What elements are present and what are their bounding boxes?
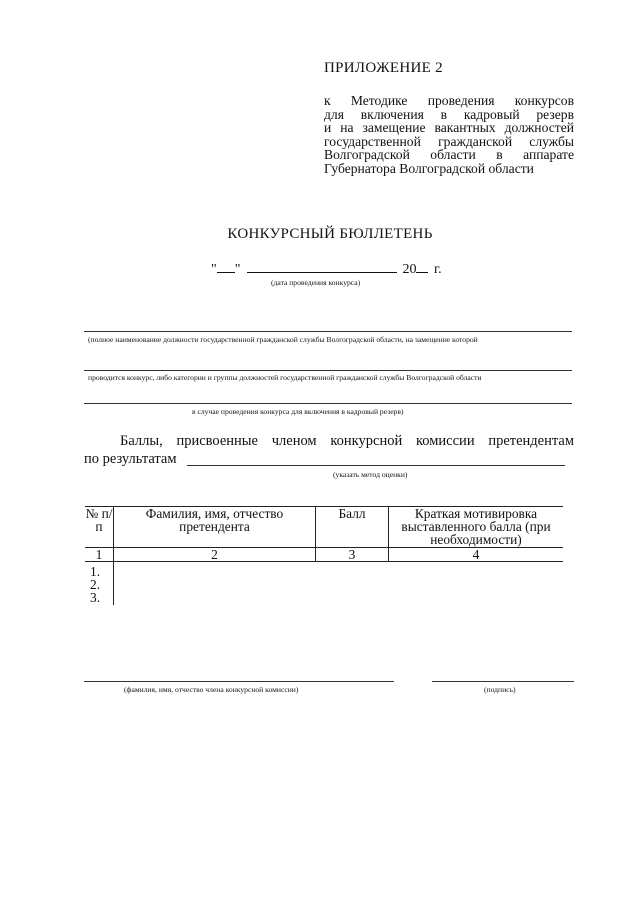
column-number: 1	[85, 548, 114, 562]
year-blank	[416, 261, 428, 273]
column-number: 2	[114, 548, 316, 562]
position-line-2	[84, 370, 572, 371]
appendix-line: к Методике проведения конкурсов	[324, 93, 574, 108]
document-title: КОНКУРСНЫЙ БЮЛЛЕТЕНЬ	[227, 226, 433, 242]
year-prefix: 20	[402, 262, 417, 277]
appendix-title: ПРИЛОЖЕНИЕ 2	[324, 60, 443, 76]
scores-paragraph: Баллы, присвоенные членом конкурсной комиссии претендентам	[120, 433, 574, 449]
position-caption-1: (полное наименование должности государственной гражданской службы Волгоградской области, на замещение которой	[88, 335, 478, 344]
appendix-text	[324, 94, 574, 176]
day-blank	[217, 261, 235, 273]
position-line-1	[84, 331, 572, 332]
date-caption: (дата проведения конкурса)	[271, 278, 361, 287]
name-signature-line	[84, 681, 394, 682]
sign-line	[432, 681, 574, 682]
table-column-number-row	[85, 548, 563, 562]
appendix-line: Губернатора Волгоградской области	[324, 160, 534, 176]
appendix-line: Волгоградской области в аппарате	[324, 147, 574, 163]
date-line	[211, 261, 442, 278]
header-score: Балл	[316, 507, 389, 548]
list-item: 1.	[90, 564, 101, 579]
score-table	[85, 506, 563, 562]
month-blank	[247, 261, 397, 273]
name-caption: (фамилия, имя, отчество члена конкурсной комиссии)	[124, 685, 299, 694]
position-line-3	[84, 403, 572, 404]
column-number: 3	[316, 548, 389, 562]
list-item: 3.	[90, 590, 101, 605]
method-caption: (указать метод оценки)	[333, 470, 408, 479]
position-caption-3: в случае проведения конкурса для включения в кадровый резерв)	[192, 407, 404, 416]
header-motivation: Краткая мотивировка выставленного балла (при необходимости)	[389, 507, 564, 548]
date-quote-close: "	[234, 262, 241, 277]
appendix-line: государственной гражданской службы	[324, 133, 574, 149]
date-quote-open: "	[211, 262, 217, 277]
list-item: 2.	[90, 577, 101, 592]
column-number: 4	[389, 548, 564, 562]
header-num: № п/п	[85, 507, 114, 548]
year-suffix: г.	[433, 262, 442, 277]
sign-caption: (подпись)	[484, 685, 516, 694]
position-caption-2: проводится конкурс, либо категории и группы должностей государственной гражданской службы Волгоградской области	[88, 373, 482, 382]
appendix-line: и на замещение вакантных должностей	[324, 120, 574, 136]
header-name: Фамилия, имя, отчество претендента	[114, 507, 316, 548]
appendix-line: для включения в кадровый резерв	[324, 106, 574, 122]
table-header-row	[85, 507, 563, 548]
method-line	[187, 465, 565, 466]
scores-results-label: по результатам	[84, 451, 177, 467]
